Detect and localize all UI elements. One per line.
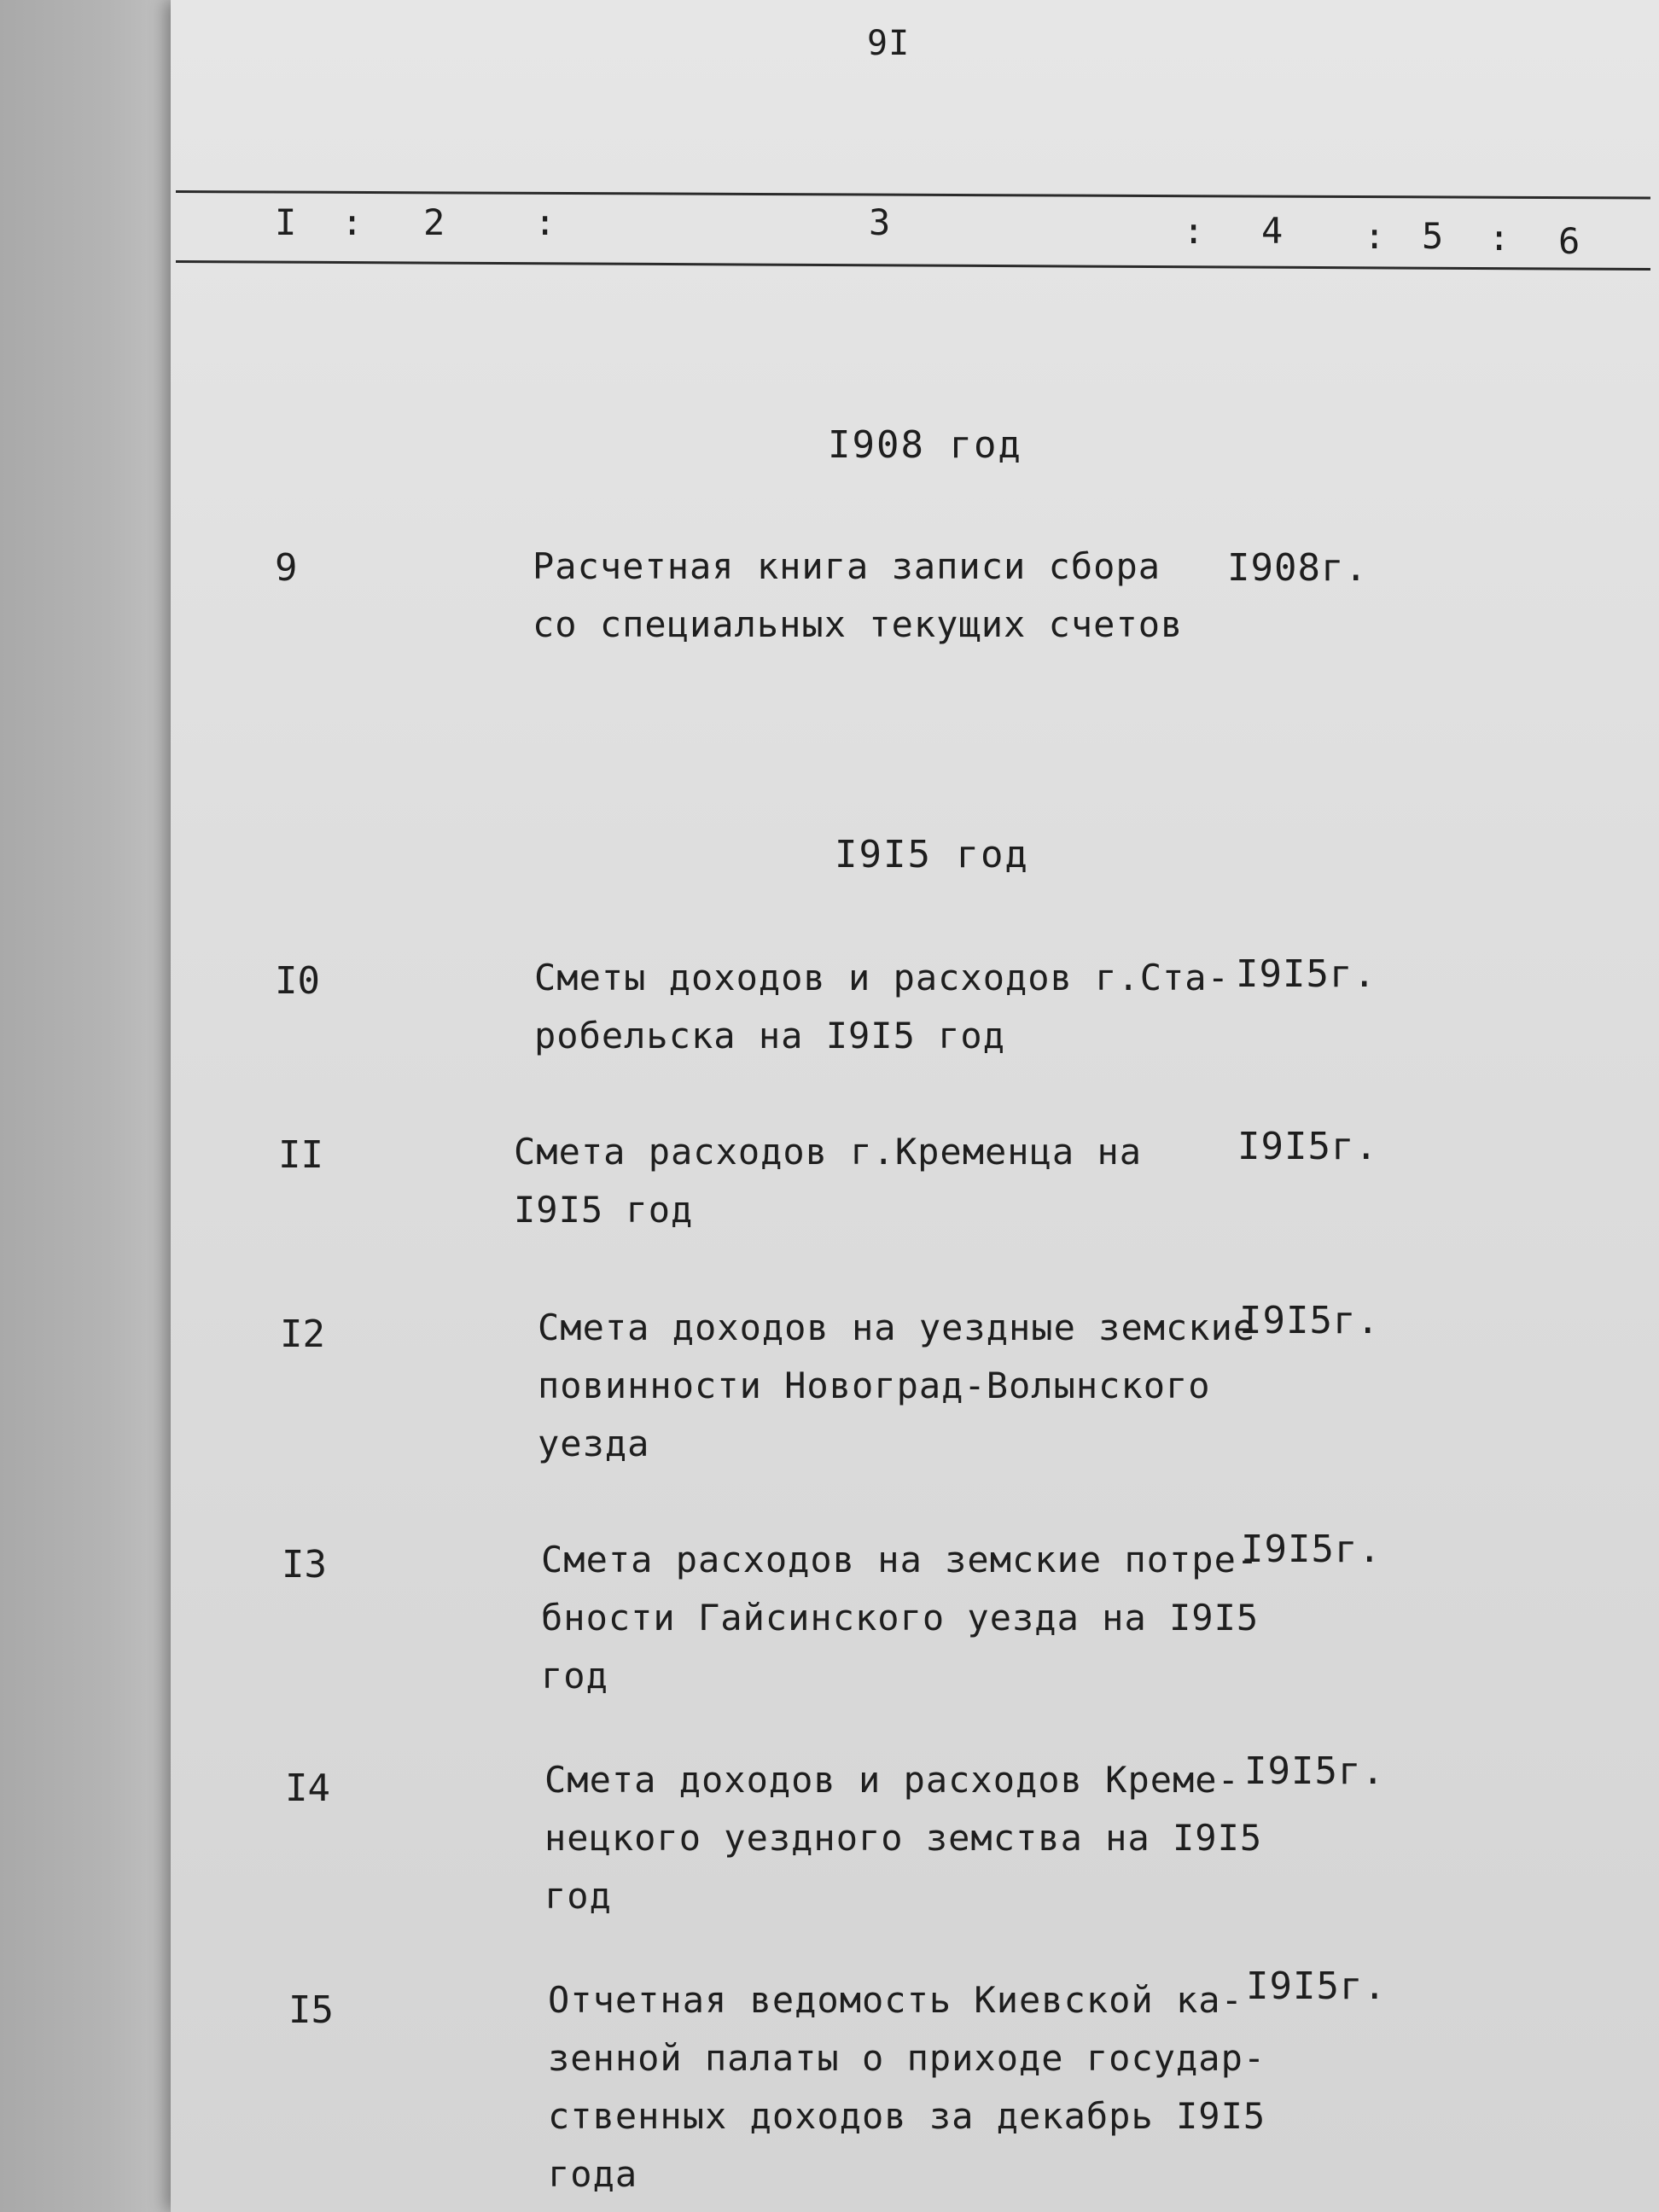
entry-date: I9I5г. (1246, 1965, 1387, 2008)
column-header-5: 5 (1422, 215, 1444, 257)
entry-description: Расчетная книга записи сбора со специальных текущих счетов (533, 545, 1184, 645)
column-header-2: 2 (423, 201, 445, 243)
entry-date: I9I5г. (1244, 1749, 1385, 1793)
entry-description: Смета доходов на уездные земские повинности Новоград-Волынского уезда (538, 1307, 1256, 1464)
column-header-6: 6 (1558, 220, 1580, 262)
entry-number: 9 (275, 546, 298, 590)
entry-number: I2 (280, 1313, 325, 1356)
entry-date: I9I5г. (1237, 1125, 1378, 1168)
column-separator: : (341, 201, 364, 243)
binding-edge (0, 0, 179, 2212)
entry-date: I9I5г. (1241, 1528, 1382, 1571)
entry-description: Смета расходов на земские потре- бности Гайсинского уезда на I9I5 год (541, 1539, 1260, 1697)
section-heading-1915: I9I5 год (835, 833, 1029, 876)
entry-number: I4 (285, 1767, 330, 1810)
entry-number: I5 (288, 1988, 334, 2032)
column-separator: : (1488, 217, 1511, 259)
page-number: 9I (867, 24, 911, 63)
column-header-1: I (275, 201, 297, 243)
entry-number: I3 (282, 1543, 327, 1586)
entry-date: I9I5г. (1236, 952, 1377, 996)
entry-description: Смета доходов и расходов Креме- нецкого уездного земства на I9I5 год (544, 1759, 1263, 1917)
section-heading-1908: I908 год (828, 423, 1022, 467)
entry-date: I908г. (1227, 546, 1368, 590)
column-header-4: 4 (1261, 210, 1284, 252)
entry-description: Смета расходов г.Кременца на I9I5 год (514, 1131, 1143, 1231)
column-separator: : (1183, 210, 1205, 252)
entry-number: II (278, 1133, 323, 1177)
entry-description: Сметы доходов и расходов г.Ста- робельска на I9I5 год (534, 957, 1230, 1057)
column-separator: : (534, 201, 556, 243)
column-header-3: 3 (869, 201, 891, 243)
entry-description: Отчетная ведомость Киевской ка- зенной палаты о приходе государ- ственных доходов за декабрь I9I5 года (548, 1979, 1266, 2195)
entry-date: I9I5г. (1239, 1299, 1380, 1342)
entry-number: I0 (275, 959, 320, 1003)
column-separator: : (1364, 215, 1386, 257)
